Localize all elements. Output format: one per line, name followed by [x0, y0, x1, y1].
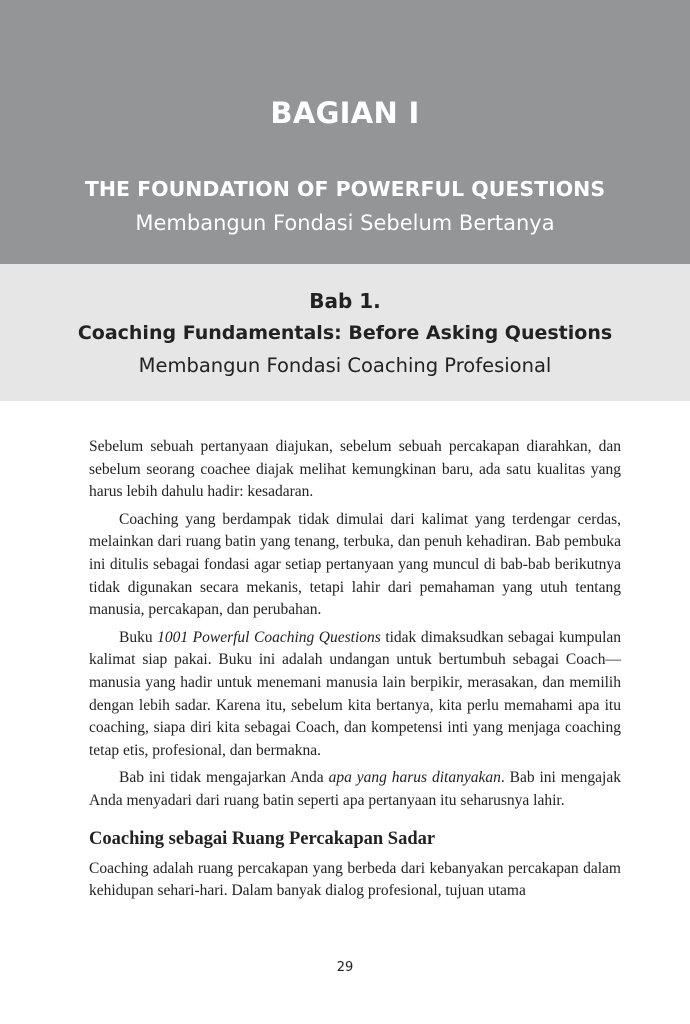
part-title: THE FOUNDATION OF POWERFUL QUESTIONS [84, 177, 606, 201]
paragraph-1: Sebelum sebuah pertanyaan diajukan, sebelum sebuah percakapan diarahkan, dan sebelum seorang coachee diajak melihat kemungkinan baru, ada satu kualitas yang harus lebih dahulu hadir: kesadaran. [89, 438, 621, 501]
part-label: BAGIAN I [270, 96, 420, 130]
paragraph-3-text-start: Buku [119, 628, 158, 646]
page-number: 29 [336, 960, 354, 975]
paragraph-4 [89, 767, 621, 812]
chapter-title: Coaching Fundamentals: Before Asking Questions [77, 322, 613, 344]
chapter-banner [0, 264, 690, 401]
part-subtitle: Membangun Fondasi Sebelum Bertanya [135, 211, 555, 235]
part-banner [0, 0, 690, 264]
paragraph-3 [89, 627, 621, 763]
chapter-subtitle: Membangun Fondasi Coaching Profesional [138, 354, 552, 377]
paragraph-4-italic: apa yang harus ditanyakan [328, 769, 501, 787]
paragraph-2: Coaching yang berdampak tidak dimulai dari kalimat yang terdengar cerdas, melainkan dari ruang batin yang tenang, terbuka, dan penuh kehadiran. Bab pembuka ini ditulis sebagai fondasi agar setiap pertanyaan yang muncul di bab-bab berikutnya tidak digunakan secara mekanis, tetapi lahir dari pemahaman yang utuh tentang manusia, percakapan, dan perubahan. [89, 510, 621, 619]
section-paragraph-1: Coaching adalah ruang percakapan yang berbeda dari kebanyakan percakapan dalam kehidupan sehari-hari. Dalam banyak dialog profesional, tujuan utama [89, 859, 621, 900]
body-text [89, 436, 621, 908]
book-title-italic: 1001 Powerful Coaching Questions [157, 628, 381, 646]
section-heading: Coaching sebagai Ruang Percakapan Sadar [89, 828, 436, 849]
paragraph-3-text-end: tidak dimaksudkan sebagai kumpulan kalimat siap pakai. Buku ini adalah undangan untuk bertumbuh sebagai Coach—manusia yang hadir untuk menemani manusia lain berpikir, merasakan, dan memilih dengan lebih sadar. Karena itu, sebelum kita bertanya, kita perlu memahami apa itu coaching, siapa diri kita sebagai Coach, dan kompetensi inti yang menjaga coaching tetap etis, profesional, dan bermakna. [89, 628, 621, 759]
chapter-label: Bab 1. [309, 289, 381, 313]
paragraph-4-text-start: Bab ini tidak mengajarkan Anda [119, 769, 329, 787]
paragraph-4-text-end: . Bab ini mengajak Anda menyadari dari ruang batin seperti apa pertanyaan itu seharusnya lahir. [89, 769, 621, 809]
